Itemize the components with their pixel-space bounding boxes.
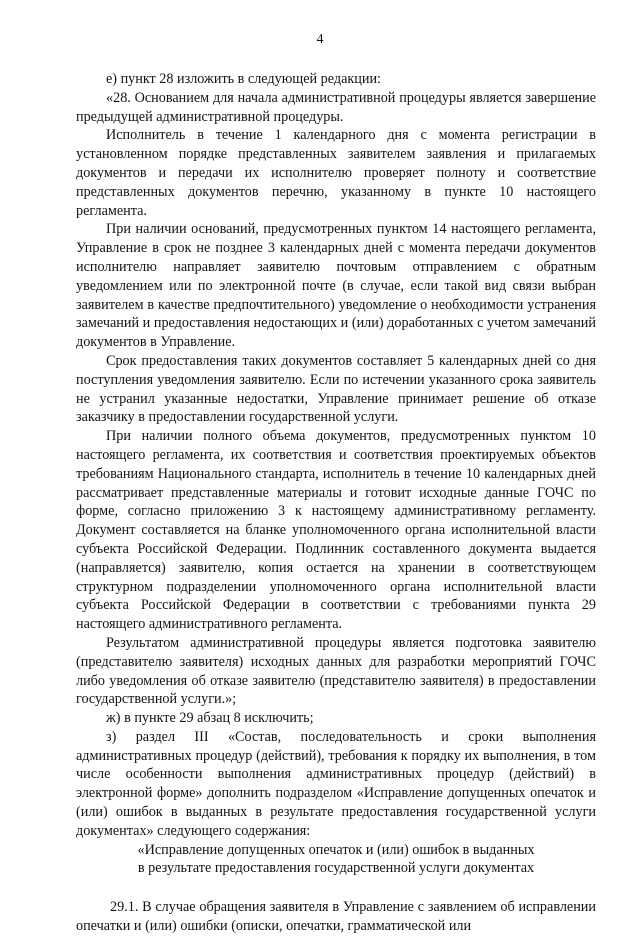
paragraph-item-z: з) раздел III «Состав, последовательность и сроки выполнения административных процедур (действий), требования к порядку их выполнения, в том числе особенности выполнения административных процедур (действий) в электронной форме» дополнить подразделом «Исправление допущенных опечаток и (или) ошибок в выданных в результате предоставления государственной услуги документах» следующего содержания: xyxy=(76,728,596,839)
paragraph-procedure-result: Результатом административной процедуры является подготовка заявителю (представителю заявителя) исходных данных для разработки мероприятий ГОЧС либо уведомления об отказе заявителю (представителю заявителя) в предоставлении государственной услуги.»; xyxy=(76,634,596,708)
document-body xyxy=(76,70,596,936)
paragraph-item-zh: ж) в пункте 29 абзац 8 исключить; xyxy=(106,710,314,727)
page-number: 4 xyxy=(316,32,324,47)
paragraph-submission-term: Срок предоставления таких документов составляет 5 календарных дней со дня поступления уведомления заявителю. Если по истечении указанного срока заявитель не устранил указанные недостатки, Управление принимает решение об отказе заказчику в предоставлении государственной услуги. xyxy=(76,352,596,426)
paragraph-executor-check: Исполнитель в течение 1 календарного дня с момента регистрации в установленном порядке представленных заявителем заявления и прилагаемых документов и передачи их исполнителю проверяет полноту и соответствие представленных документов перечню, указанному в пункте 10 настоящего регламента. xyxy=(76,127,596,219)
section-heading-line-2: в результате предоставления государственной услуги документах xyxy=(137,860,535,877)
section-heading-line-1: «Исправление допущенных опечаток и (или) ошибок в выданных xyxy=(137,841,535,858)
paragraph-point-28: «28. Основанием для начала административной процедуры является завершение предыдущей административной процедуры. xyxy=(76,89,596,125)
spacer xyxy=(76,878,596,898)
paragraph-grounds-notice: При наличии оснований, предусмотренных пунктом 14 настоящего регламента, Управление в срок не позднее 3 календарных дней с момента передачи документов исполнителю направляет заявителю почтовым отправлением с обратным уведомлением или по электронной почте (в случае, если такой вид связи выбран заявителем в качестве предпочтительного) уведомление о необходимости устранения замечаний и предоставления недостающих и (или) доработанных с учетом замечаний документов в Управление. xyxy=(76,221,596,351)
paragraph-full-documents: При наличии полного объема документов, предусмотренных пунктом 10 настоящего регламента, их соответствия и соответствия проектируемых объектов требованиям Национального стандарта, исполнитель в течение 10 календарных дней рассматривает представленные материалы и готовит исходные данные ГОЧС по форме, согласно приложению 3 к настоящему административному регламенту. Документ составляется на бланке уполномоченного органа исполнительной власти субъекта Российской Федерации. Подлинник составленного документа выдается (направляется) заявителю, копия остается на хранении в соответствующем структурном подразделении уполномоченного органа исполнительной власти субъекта Российской Федерации в соответствии с требованиями пункта 29 настоящего административного регламента. xyxy=(76,428,596,633)
paragraph-item-e: е) пункт 28 изложить в следующей редакции: xyxy=(106,71,381,87)
paragraph-point-29-1: 29.1. В случае обращения заявителя в Управление с заявлением об исправлении опечатки и (или) ошибки (описки, опечатки, грамматической или xyxy=(76,899,596,935)
